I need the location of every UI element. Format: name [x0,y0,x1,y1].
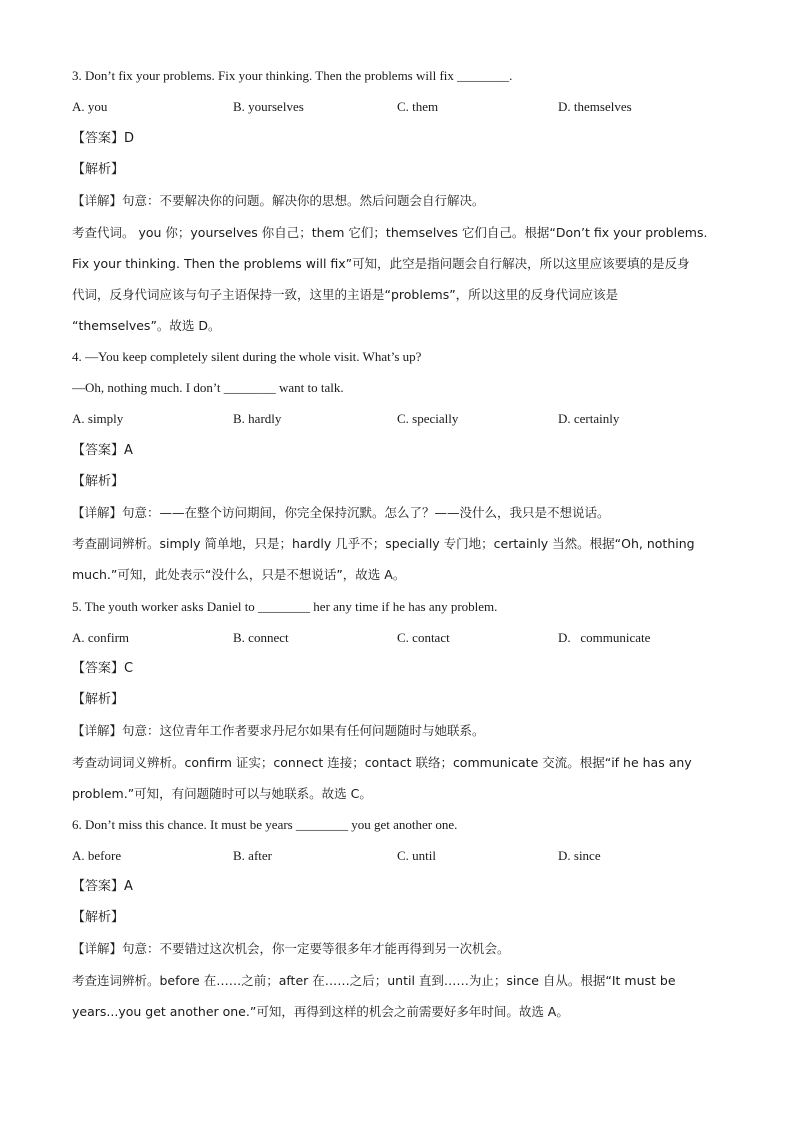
option-b: B. after [233,848,272,863]
question-5-answer: 【答案】C [72,661,134,676]
option-d: D. since [558,848,601,863]
option-d: D. certainly [558,411,620,426]
question-4-answer: 【答案】A [72,443,133,458]
question-4-stem-reply: —Oh, nothing much. I don’t ________ want to talk. [72,380,344,395]
question-6-explain-line: 考查连词辨析。before 在……之前；after 在……之后；until 直到……为止；since 自从。根据“It must be [72,973,676,988]
question-5-options [72,629,722,647]
question-4-stem: 4. —You keep completely silent during the whole visit. What’s up? [72,349,422,364]
option-c: C. until [397,848,437,863]
question-6-detail: 【详解】句意：不要错过这次机会，你一定要等很多年才能再得到另一次机会。 [72,941,510,956]
option-a: A. before [72,848,122,863]
question-5-detail: 【详解】句意：这位青年工作者要求丹尼尔如果有任何问题随时与她联系。 [72,723,485,738]
question-6-answer: 【答案】A [72,879,133,894]
question-5-analysis: 【解析】 [72,692,125,707]
question-3-explain-line: 代词，反身代词应该与句子主语保持一致，这里的主语是“problems”，所以这里的反身代词应该是 [72,287,619,302]
question-4-detail: 【详解】句意：——在整个访问期间，你完全保持沉默。怎么了？——没什么，我只是不想说话。 [72,505,610,520]
question-3-explain-line: “themselves”。故选 D。 [72,318,221,333]
question-3-analysis: 【解析】 [72,162,125,177]
question-5-explain-line: 考查动词词义辨析。confirm 证实；connect 连接；contact 联络；communicate 交流。根据“if he has any [72,755,692,770]
option-b: B. connect [233,630,289,645]
option-c: C. contact [397,630,450,645]
option-a: A. you [72,99,108,114]
question-5-stem: 5. The youth worker asks Daniel to ________ her any time if he has any problem. [72,599,498,614]
question-6-analysis: 【解析】 [72,910,125,925]
question-3-explain-line: 考查代词。 you 你；yourselves 你自己；them 它们；themselves 它们自己。根据“Don’t fix your problems. [72,225,708,240]
option-b: B. yourselves [233,99,304,114]
question-4-explain-line: much.”可知，此处表示“没什么，只是不想说话”，故选 A。 [72,567,406,582]
option-d: D. themselves [558,99,632,114]
option-d: D. communicate [558,630,651,645]
question-6-explain-line: years...you get another one.”可知，再得到这样的机会之前需要好多年时间。故选 A。 [72,1004,569,1019]
question-4-options [72,410,722,428]
option-c: C. specially [397,411,459,426]
question-5-explain-line: problem.”可知，有问题随时可以与她联系。故选 C。 [72,786,372,801]
option-b: B. hardly [233,411,282,426]
question-3-detail: 【详解】句意：不要解决你的问题。解决你的思想。然后问题会自行解决。 [72,193,485,208]
question-3-explain-line: Fix your thinking. Then the problems will fix”可知，此空是指问题会自行解决，所以这里应该要填的是反身 [72,256,690,271]
option-a: A. confirm [72,630,130,645]
question-4-analysis: 【解析】 [72,474,125,489]
question-3-answer: 【答案】D [72,131,135,146]
question-3-stem: 3. Don’t fix your problems. Fix your thinking. Then the problems will fix ________. [72,68,513,83]
question-6-stem: 6. Don’t miss this chance. It must be years ________ you get another one. [72,817,458,832]
question-6-options [72,847,722,865]
option-a: A. simply [72,411,124,426]
question-3-options [72,98,722,116]
option-c: C. them [397,99,439,114]
question-4-explain-line: 考查副词辨析。simply 简单地，只是；hardly 几乎不；specially 专门地；certainly 当然。根据“Oh, nothing [72,536,695,551]
